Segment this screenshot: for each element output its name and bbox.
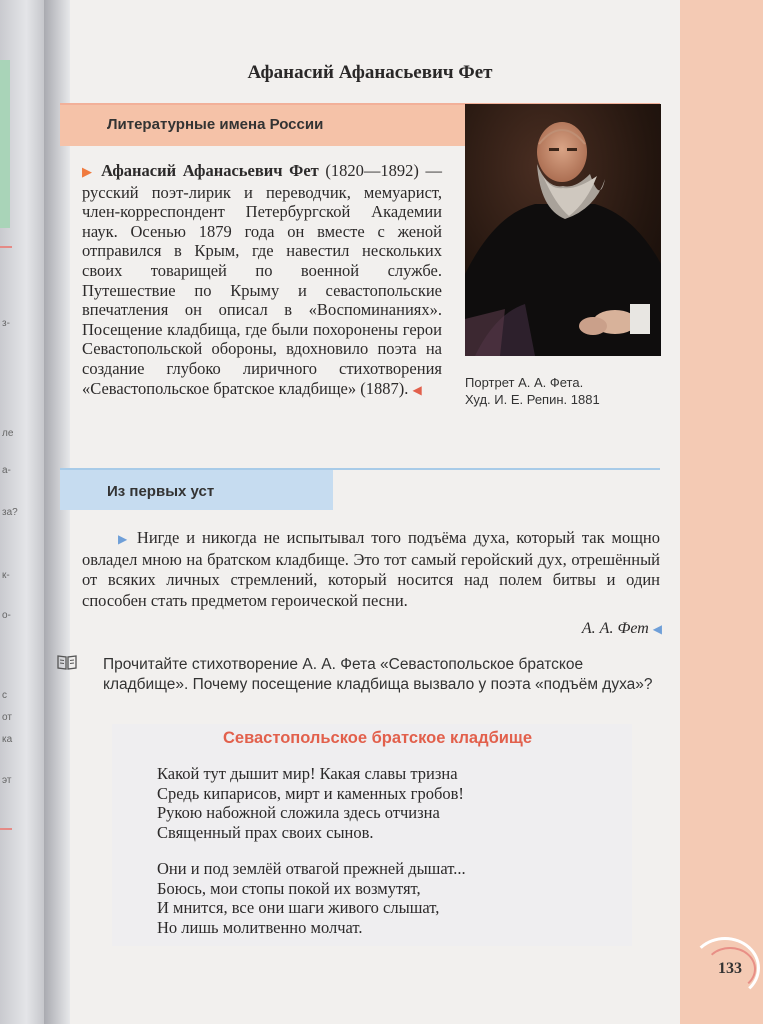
book-gutter bbox=[44, 0, 70, 1024]
poem-line: Какой тут дышит мир! Какая славы тризна bbox=[157, 764, 458, 783]
left-page-divider bbox=[0, 828, 12, 830]
left-page-fragment: ка bbox=[2, 734, 13, 745]
biography-text bbox=[82, 161, 442, 400]
bio-name: Афанасий Афанасьевич Фет bbox=[101, 161, 319, 180]
poem-line: Боюсь, мои стопы покой их возмутят, bbox=[157, 878, 421, 898]
triangle-right-icon: ▶ bbox=[118, 532, 131, 546]
poem-line: Рукою набожной сложила здесь отчизна bbox=[157, 803, 440, 822]
left-page-green-block bbox=[0, 60, 10, 228]
portrait-image bbox=[465, 104, 661, 356]
poem-line: Они и под землёй отвагой прежней дышат... bbox=[157, 859, 466, 878]
left-page-fragment: ле bbox=[2, 428, 14, 439]
left-page-fragment: з- bbox=[2, 318, 10, 329]
caption-line: Худ. И. Е. Репин. 1881 bbox=[465, 392, 600, 407]
author-name: А. А. Фет bbox=[581, 620, 649, 637]
triangle-left-icon: ◀ bbox=[412, 382, 422, 397]
left-page-fragment: о- bbox=[2, 610, 11, 621]
quote-body: Нигде и никогда не испытывал того подъёма духа, который так мощно овладел мною на братском кладбище. Это тот самый геройский дух, отрешённый от всяких личных стремлений, который носится над полем битвы и один способен стать предметом героической песни. bbox=[82, 528, 661, 610]
page-title: Афанасий Афанасьевич Фет bbox=[247, 62, 493, 83]
triangle-right-icon: ▶ bbox=[82, 165, 95, 180]
caption-line: Портрет А. А. Фета. bbox=[465, 375, 584, 390]
bio-body: (1820—1892) — русский поэт-лирик и переводчик, мемуарист, член-корреспондент Петербургской Академии наук. Осенью 1879 года он вместе с женой отправился в Крым, где навестил нескольких своих товарищей по военной службе. Путешествие по Крыму и севастопольские впечатления он описал в «Воспоминаниях». Посещение кладбища, где были похоронены герои Севастопольской обороны, вдохновило поэта на создание глубоко лиричного стихотворения «Севастопольское братское кладбище» (1887). bbox=[82, 161, 442, 398]
poem-title: Севастопольское братское кладбище bbox=[222, 729, 533, 747]
portrait-caption bbox=[465, 374, 665, 408]
left-page-fragment: за? bbox=[2, 507, 18, 518]
poem-line: Священный прах своих сынов. bbox=[157, 822, 374, 842]
quote-text bbox=[82, 528, 660, 611]
left-page-fragment: от bbox=[2, 712, 12, 723]
open-book-icon bbox=[57, 654, 77, 670]
left-page-fragment: с bbox=[2, 690, 7, 701]
left-page-fragment: эт bbox=[2, 775, 12, 786]
section-label-first-hand: Из первых уст bbox=[107, 483, 215, 500]
left-page-divider bbox=[0, 246, 12, 248]
quote-author bbox=[470, 620, 662, 638]
task-question: Прочитайте стихотворение А. А. Фета «Севастопольское братское кладбище». Почему посещение кладбища вызвало у поэта «подъём духа»? bbox=[103, 656, 653, 693]
page-number: 133 bbox=[718, 960, 742, 977]
left-page-edge bbox=[0, 0, 48, 1024]
poem-line: И мнится, все они шаги живого слышат, bbox=[157, 898, 440, 917]
section-label-literary-names: Литературные имена России bbox=[107, 116, 324, 133]
right-margin bbox=[680, 0, 763, 1024]
left-page-fragment: а- bbox=[2, 465, 11, 476]
left-page-fragment: к- bbox=[2, 570, 10, 581]
poem-text bbox=[157, 764, 577, 937]
poem-line: Средь кипарисов, мирт и каменных гробов! bbox=[157, 783, 464, 803]
triangle-left-icon: ◀ bbox=[652, 622, 662, 636]
poem-line: Но лишь молитвенно молчат. bbox=[157, 917, 363, 937]
stanza-gap bbox=[157, 842, 577, 859]
